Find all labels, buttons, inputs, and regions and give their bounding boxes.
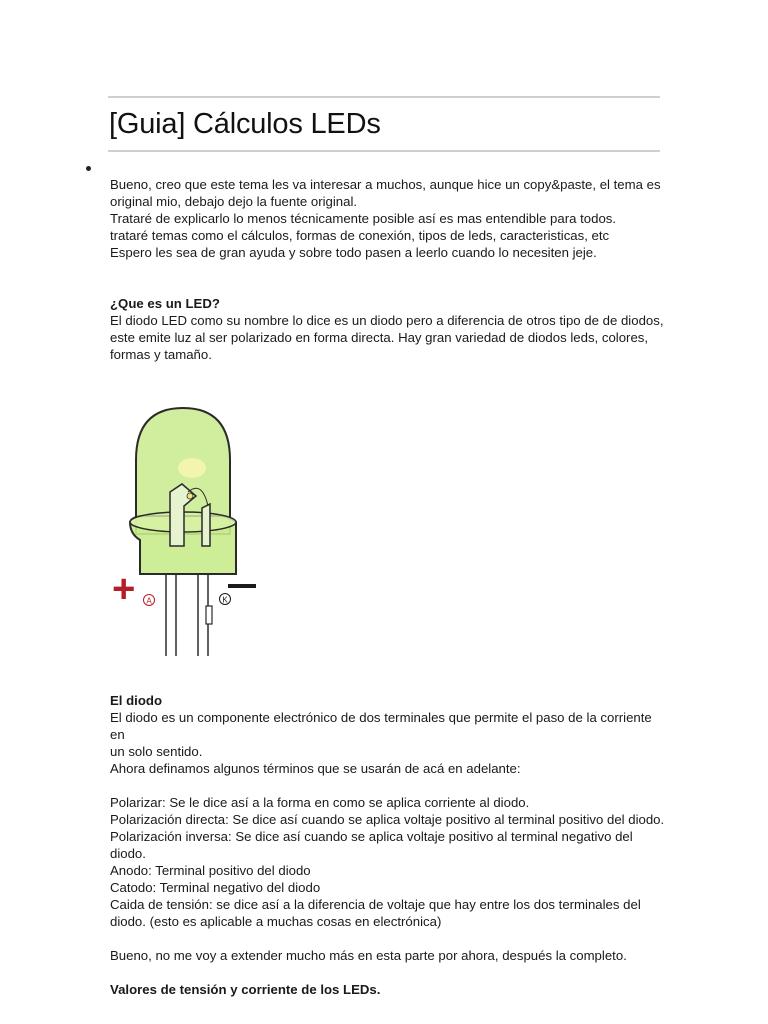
intro-line: Trataré de explicarlo lo menos técnicamente posible así es mas entendible para todos.	[110, 211, 617, 226]
definition-line: Polarización directa: Se dice así cuando se aplica voltaje positivo al terminal positivo del diodo.	[110, 812, 665, 827]
definition-line: diodo.	[110, 846, 146, 861]
led-section-line: este emite luz al ser polarizado en forma directa. Hay gran variedad de diodos leds, colores,	[110, 330, 649, 345]
led-diagram	[110, 396, 310, 660]
definition-line: Polarización inversa: Se dice así cuando se aplica voltaje positivo al terminal negativo del	[110, 829, 633, 844]
led-section-line: El diodo LED como su nombre lo dice es un diodo pero a diferencia de otros tipo de de diodos,	[110, 313, 664, 328]
cathode-notch	[206, 606, 212, 624]
values-heading: Valores de tensión y corriente de los LEDs.	[110, 982, 381, 997]
definition-line: Caida de tensión: se dice así a la diferencia de voltaje que hay entre los dos terminales del	[110, 897, 641, 912]
definition-line: Polarizar: Se le dice así a la forma en como se aplica corriente al diodo.	[110, 795, 530, 810]
title-bottom-rule	[108, 150, 660, 152]
list-bullet	[86, 166, 91, 171]
cathode-letter: K	[222, 595, 228, 605]
led-glow	[178, 458, 206, 478]
intro-line: Espero les sea de gran ayuda y sobre todo pasen a leerlo cuando lo necesiten jeje.	[110, 245, 597, 260]
diode-line: El diodo es un componente electrónico de dos terminales que permite el paso de la corriente en	[110, 710, 652, 742]
article-body-top	[110, 176, 670, 363]
definition-line: diodo. (esto es aplicable a muchas cosas en electrónica)	[110, 914, 442, 929]
page-title: [Guia] Cálculos LEDs	[109, 108, 381, 140]
title-top-rule	[108, 96, 660, 98]
plus-sign: +	[112, 567, 136, 611]
led-section-heading: ¿Que es un LED?	[110, 296, 220, 311]
led-section-line: formas y tamaño.	[110, 347, 212, 362]
intro-line: Bueno, creo que este tema les va interesar a muchos, aunque hice un copy&paste, el tema es	[110, 177, 661, 192]
definition-line: Anodo: Terminal positivo del diodo	[110, 863, 311, 878]
diode-closing-line: Bueno, no me voy a extender mucho más en esta parte por ahora, después la completo.	[110, 948, 627, 963]
anode-letter: A	[146, 596, 152, 606]
diode-line: Ahora definamos algunos términos que se usarán de acá en adelante:	[110, 761, 521, 776]
article-body-bottom	[110, 692, 670, 998]
intro-line: original mio, debajo dejo la fuente original.	[110, 194, 358, 209]
intro-line: trataré temas como el cálculos, formas de conexión, tipos de leds, caracteristicas, etc	[110, 228, 610, 243]
led-chip	[187, 493, 193, 499]
diode-line: un solo sentido.	[110, 744, 203, 759]
diode-section-heading: El diodo	[110, 693, 163, 708]
led-post	[202, 504, 210, 546]
definition-line: Catodo: Terminal negativo del diodo	[110, 880, 321, 895]
